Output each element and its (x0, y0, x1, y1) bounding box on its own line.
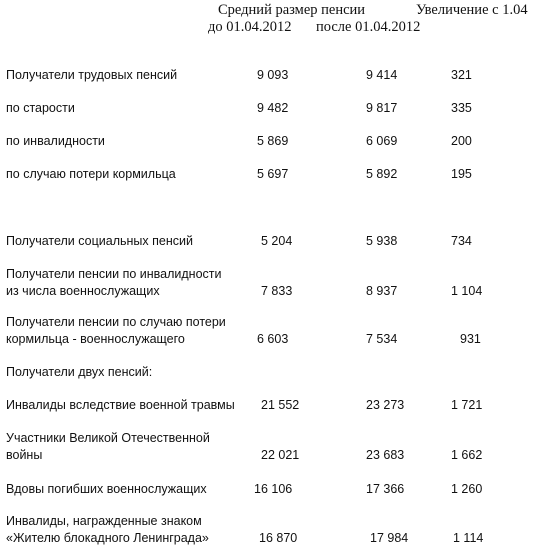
row-before-value: 7 833 (261, 284, 293, 298)
row-after-value: 17 366 (366, 482, 405, 496)
row-label-line2: из числа военнослужащих (6, 284, 160, 298)
row-label-line2: «Жителю блокадного Ленинграда» (6, 531, 209, 545)
row-increase-value: 200 (451, 134, 472, 148)
row-before-value: 5 869 (257, 134, 289, 148)
row-after-value: 5 892 (366, 167, 398, 181)
row-label-line1: Получатели пенсии по инвалидности (6, 267, 222, 281)
row-increase-value: 734 (451, 234, 472, 248)
row-label: Получатели трудовых пенсий (6, 68, 178, 82)
row-after-value: 7 534 (366, 332, 398, 346)
header-before-date: до 01.04.2012 (208, 19, 292, 35)
row-after-value: 17 984 (370, 531, 409, 545)
row-increase-value: 1 104 (451, 284, 483, 298)
row-before-value: 9 093 (257, 68, 289, 82)
row-before-value: 5 204 (261, 234, 293, 248)
row-before-value: 16 106 (254, 482, 293, 496)
row-label-line2: кормильца - военнослужащего (6, 332, 185, 346)
row-before-value: 22 021 (261, 448, 300, 462)
row-increase-value: 321 (451, 68, 472, 82)
row-label: Инвалиды вследствие военной травмы (6, 398, 235, 412)
row-before-value: 6 603 (257, 332, 289, 346)
header-increase: Увеличение с 1.04 (416, 2, 528, 18)
row-label: Получатели социальных пенсий (6, 234, 193, 248)
row-increase-value: 195 (451, 167, 472, 181)
row-increase-value: 1 114 (453, 531, 484, 545)
row-after-value: 9 414 (366, 68, 398, 82)
row-after-value: 8 937 (366, 284, 398, 298)
row-after-value: 9 817 (366, 101, 398, 115)
row-before-value: 16 870 (259, 531, 298, 545)
row-label-line1: Инвалиды, награжденные знаком (6, 514, 202, 528)
header-after-date: после 01.04.2012 (316, 19, 421, 35)
row-after-value: 23 273 (366, 398, 405, 412)
row-label: по случаю потери кормильца (6, 167, 176, 181)
header-avg-size: Средний размер пенсии (218, 2, 366, 18)
row-after-value: 6 069 (366, 134, 398, 148)
row-label-line1: Получатели пенсии по случаю потери (6, 315, 226, 329)
row-increase-value: 1 662 (451, 448, 483, 462)
row-before-value: 5 697 (257, 167, 289, 181)
row-increase-value: 1 260 (451, 482, 483, 496)
row-label-line2: войны (6, 448, 43, 462)
row-label: по старости (6, 101, 75, 115)
row-increase-value: 1 721 (451, 398, 483, 412)
row-increase-value: 335 (451, 101, 472, 115)
row-label: Вдовы погибших военнослужащих (6, 482, 207, 496)
row-label-line1: Участники Великой Отечественной (6, 431, 210, 445)
row-label: по инвалидности (6, 134, 105, 148)
row-after-value: 5 938 (366, 234, 398, 248)
row-before-value: 9 482 (257, 101, 289, 115)
section-heading-two-pensions: Получатели двух пенсий: (6, 365, 153, 379)
row-after-value: 23 683 (366, 448, 405, 462)
row-before-value: 21 552 (261, 398, 300, 412)
row-increase-value: 931 (460, 332, 481, 346)
